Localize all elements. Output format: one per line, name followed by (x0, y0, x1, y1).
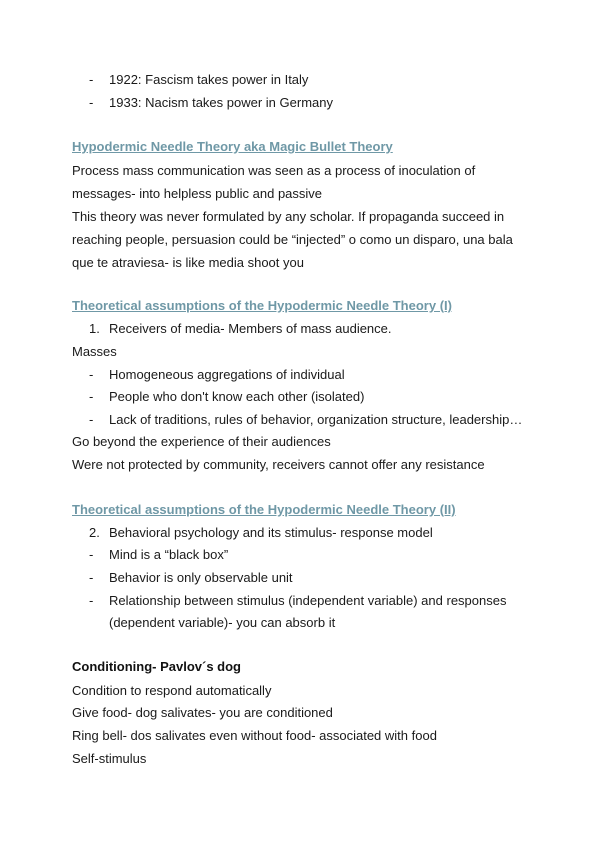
section-heading-assumptions-1: Theoretical assumptions of the Hypodermic Needle Theory (I) (72, 298, 452, 313)
intro-bullet-1: 1922: Fascism takes power in Italy (109, 72, 309, 87)
body-line: Ring bell- dos salivates even without food- associated with food (72, 728, 437, 743)
bullet-item: Mind is a “black box” (109, 547, 229, 562)
bullet-item: Behavior is only observable unit (109, 570, 293, 585)
body-line: que te atraviesa- is like media shoot you (72, 255, 304, 270)
body-line: Condition to respond automatically (72, 683, 272, 698)
intro-bullet-2: 1933: Nacism takes power in Germany (109, 95, 333, 110)
list-number: 2. (89, 525, 100, 540)
numbered-item: Behavioral psychology and its stimulus- response model (109, 525, 433, 540)
bullet-item: Relationship between stimulus (independent variable) and responses (109, 593, 507, 608)
body-line: Were not protected by community, receivers cannot offer any resistance (72, 457, 485, 472)
body-line: Give food- dog salivates- you are conditioned (72, 705, 333, 720)
body-line: reaching people, persuasion could be “injected” o como un disparo, una bala (72, 232, 513, 247)
section-heading-assumptions-2: Theoretical assumptions of the Hypodermic Needle Theory (II) (72, 502, 456, 517)
body-line: Go beyond the experience of their audiences (72, 434, 331, 449)
bullet-item: Lack of traditions, rules of behavior, organization structure, leadership… (109, 412, 523, 427)
body-line: Process mass communication was seen as a process of inoculation of (72, 163, 476, 178)
masses-label: Masses (72, 344, 117, 359)
bullet-dash: - (89, 593, 94, 608)
bullet-item: People who don't know each other (isolated) (109, 389, 365, 404)
body-line: Self-stimulus (72, 751, 147, 766)
bullet-dash: - (89, 72, 94, 87)
bullet-dash: - (89, 547, 94, 562)
bullet-item: Homogeneous aggregations of individual (109, 367, 345, 382)
bullet-dash: - (89, 367, 94, 382)
section-heading-conditioning: Conditioning- Pavlov´s dog (72, 659, 241, 674)
numbered-item: Receivers of media- Members of mass audience. (109, 321, 392, 336)
bullet-dash: - (89, 412, 94, 427)
bullet-dash: - (89, 95, 94, 110)
section-heading-hypodermic: Hypodermic Needle Theory aka Magic Bullet Theory (72, 139, 393, 154)
bullet-dash: - (89, 389, 94, 404)
bullet-continuation: (dependent variable)- you can absorb it (109, 615, 336, 630)
body-line: messages- into helpless public and passive (72, 186, 323, 201)
body-line: This theory was never formulated by any scholar. If propaganda succeed in (72, 209, 505, 224)
list-number: 1. (89, 321, 100, 336)
bullet-dash: - (89, 570, 94, 585)
